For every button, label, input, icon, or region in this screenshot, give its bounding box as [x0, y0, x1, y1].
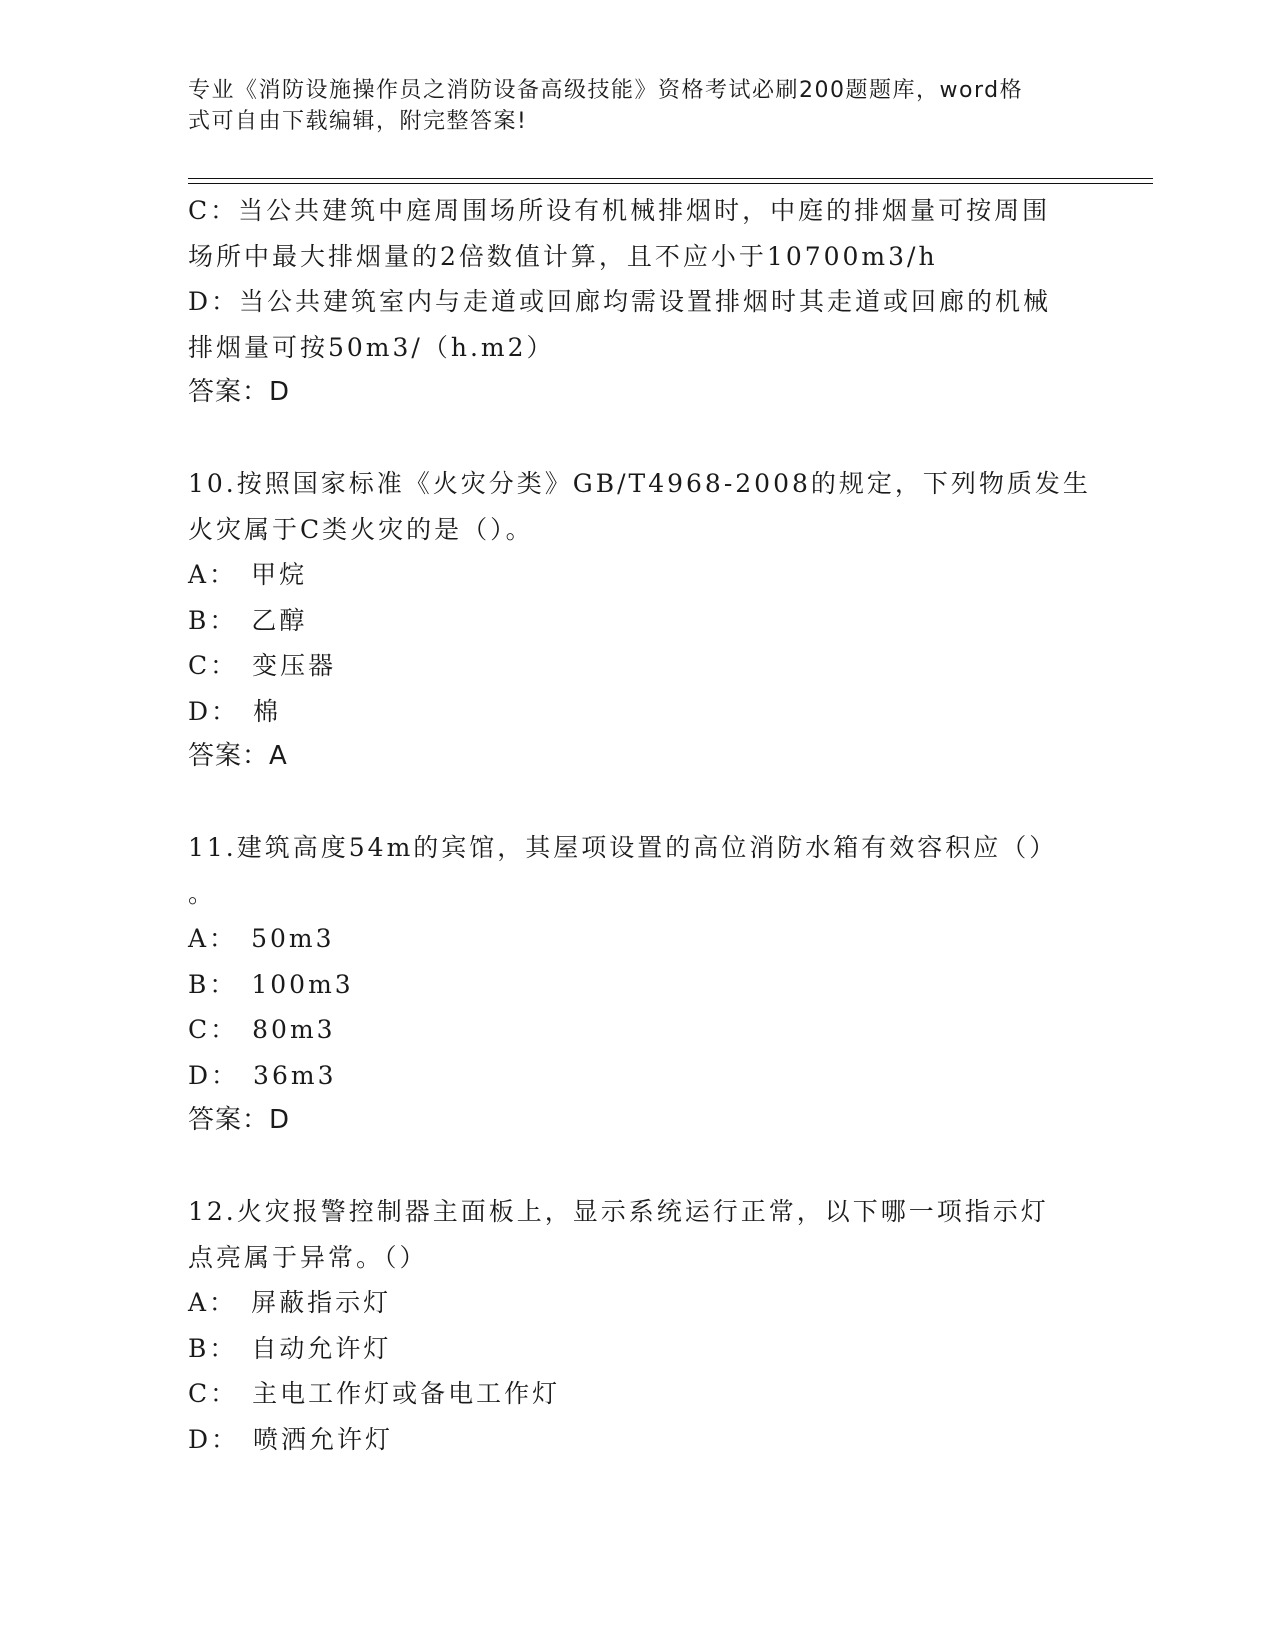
option-text: 甲烷 [251, 560, 308, 589]
header-line-2: 式可自由下载编辑，附完整答案! [188, 109, 528, 134]
option-label: B： [188, 969, 238, 999]
spacer [188, 780, 1088, 826]
option-label: D： [188, 696, 240, 726]
question-11 [188, 825, 1088, 1144]
option-text: 自动允许灯 [251, 1333, 392, 1363]
option-b [188, 598, 1088, 644]
option-d [188, 689, 1088, 735]
question-content [188, 188, 1091, 1462]
option-text: 棉 [253, 696, 282, 726]
question-stem-line-2: 点亮属于异常。（） [188, 1242, 428, 1272]
option-b [188, 1326, 1088, 1372]
option-text: 变压器 [252, 651, 337, 680]
option-text: 屏蔽指示灯 [251, 1288, 392, 1317]
option-text: 36m3 [253, 1060, 337, 1090]
option-c [188, 1371, 1088, 1417]
question-stem-line-1: 11.建筑高度54m的宾馆，其屋项设置的高位消防水箱有效容积应（） [188, 833, 1058, 862]
question-stem-line-2: 火灾属于C类火灾的是（）。 [188, 514, 534, 544]
option-d [188, 1417, 1088, 1463]
option-label: B： [188, 605, 238, 635]
answer-line: 答案：D [188, 377, 291, 407]
option-label: D： [188, 1060, 240, 1090]
option-text: 主电工作灯或备电工作灯 [252, 1379, 561, 1408]
option-text: 100m3 [251, 969, 354, 999]
answer-line: 答案：A [188, 741, 288, 771]
option-c-line-1: C：当公共建筑中庭周围场所设有机械排烟时，中庭的排烟量可按周围 [188, 196, 1051, 225]
option-label: C： [188, 1379, 239, 1408]
option-d-line-1: D：当公共建筑室内与走道或回廊均需设置排烟时其走道或回廊的机械 [188, 287, 1052, 316]
option-text: 80m3 [252, 1015, 336, 1044]
header-divider-top [188, 178, 1153, 179]
option-label: A： [188, 1288, 238, 1317]
answer-line: 答案：D [188, 1105, 291, 1135]
question-12 [188, 1189, 1088, 1462]
question-stem-line-1: 10.按照国家标准《火灾分类》GB/T4968-2008的规定，下列物质发生 [188, 469, 1091, 498]
question-stem-line-2: 。 [188, 878, 217, 908]
option-label: C： [188, 1015, 239, 1044]
question-stem-line-1: 12.火灾报警控制器主面板上，显示系统运行正常，以下哪一项指示灯 [188, 1197, 1049, 1226]
option-text: 乙醇 [251, 605, 308, 635]
option-c [188, 1007, 1088, 1053]
option-a [188, 916, 1088, 962]
option-label: B： [188, 1333, 238, 1363]
option-label: A： [188, 924, 238, 953]
option-label: A： [188, 560, 238, 589]
option-label: C： [188, 651, 239, 680]
question-9-tail [188, 188, 1088, 416]
option-c [188, 643, 1088, 689]
option-text: 喷洒允许灯 [253, 1424, 394, 1454]
option-d-line-2: 排烟量可按50m3/（h.m2） [188, 332, 555, 362]
option-c-line-2: 场所中最大排烟量的2倍数值计算，且不应小于10700m3/h [188, 241, 938, 271]
spacer [188, 416, 1088, 462]
option-a [188, 552, 1088, 598]
option-text: 50m3 [251, 924, 335, 953]
header-divider-bottom [188, 183, 1153, 184]
header-line-1: 专业《消防设施操作员之消防设备高级技能》资格考试必刷200题题库，word格 [188, 78, 1024, 103]
option-b [188, 962, 1088, 1008]
option-label: D： [188, 1424, 240, 1454]
spacer [188, 1144, 1088, 1190]
question-10 [188, 461, 1091, 780]
option-a [188, 1280, 1088, 1326]
option-d [188, 1053, 1088, 1099]
document-header [188, 75, 1068, 137]
